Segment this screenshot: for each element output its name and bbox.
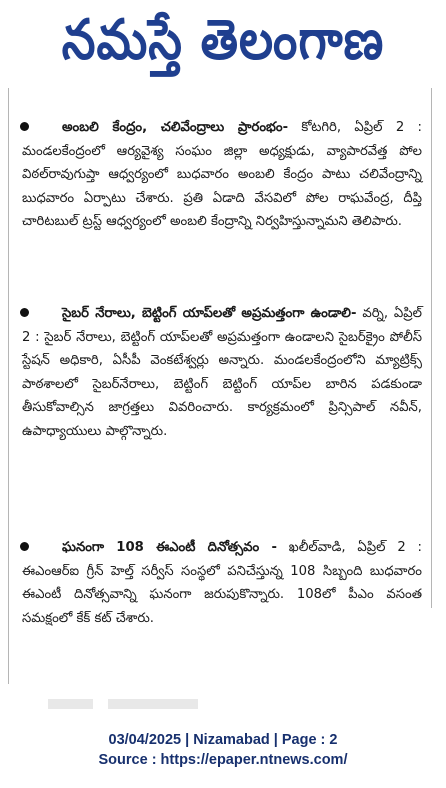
article-body: కోటగిరి, ఏప్రిల్ 2 : మండలకేంద్రంలో ఆర్యవైశ్య సంఘం జిల్లా అధ్యక్షుడు, వ్యాపారవేత్త పోల విఠల్‌రావుగుప్తా ఆధ్వర్యంలో బుధవారం అంబలి కేంద్రం పాటు చలివేంద్రాన్ని బుధవారం ఏర్పాటు చేశారు. ప్రతి ఏడాది వేసవిలో పోల రాఘవేంద్ర, దీప్తి చారిటబుల్ ట్రస్ట్ ఆధ్వర్యంలో అంబలి కేంద్రాన్ని నిర్వహిస్తున్నామని తెలిపారు.	[22, 120, 422, 229]
footer-source: Source : https://epaper.ntnews.com/	[98, 752, 348, 768]
article-headline: సైబర్ నేరాలు, బెట్టింగ్ యాప్‌లతో అప్రమత్తంగా ఉండాలి-	[62, 306, 357, 321]
article-headline: అంబలి కేంద్రం, చలివేంద్రాలు ప్రారంభం-	[62, 120, 289, 135]
bullet-icon	[20, 308, 29, 317]
article-body: ఖలీల్‌వాడి, ఏప్రిల్ 2 : ఈఎంఆర్ఐ గ్రీన్ హెల్త్ సర్వీస్ సంస్థలో పనిచేస్తున్న 108 సిబ్బంది బుధవారం ఈఎంటీ దినోత్సవాన్ని ఘనంగా జరుపుకొన్నారు. 108లో పీఎం వసంత సమక్షంలో కేక్ కట్ చేశారు.	[22, 540, 422, 626]
article-headline: ఘనంగా 108 ఈఎంటీ దినోత్సవం -	[62, 540, 277, 555]
article	[22, 116, 422, 234]
bullet-icon	[20, 542, 29, 551]
article-text	[22, 536, 422, 630]
clipping	[8, 88, 432, 688]
bullet-icon	[20, 122, 29, 131]
footer-date-edition: 03/04/2025 | Nizamabad | Page : 2	[108, 732, 338, 748]
column-rule-right	[431, 88, 432, 608]
article	[22, 536, 422, 630]
footer	[0, 730, 446, 770]
article-text	[22, 116, 422, 234]
masthead	[0, 0, 446, 80]
article	[22, 302, 422, 443]
cropped-text-fragment	[48, 699, 198, 709]
column-rule-left	[8, 88, 9, 684]
article-text	[22, 302, 422, 443]
newspaper-title: నమస్తే తెలంగాణ	[61, 7, 385, 73]
article-body: వర్ని, ఏప్రిల్ 2 : సైబర్ నేరాలు, బెట్టింగ్ యాప్‌లతో అప్రమత్తంగా ఉండాలని సైబర్‌క్రైం పోలీస్ స్టేషన్ అధికారి, ఏసీపీ వెంకటేశ్వర్లు అన్నారు. మండలకేంద్రంలోని మ్యాట్రిక్స్ పాఠశాలలో సైబర్‌నేరాలు, బెట్టింగ్ బెట్టింగ్ యాప్‌ల బారిన పడకుండా తీసుకోవాల్సిన జాగ్రత్తలు వివరించారు. కార్యక్రమంలో ప్రిన్సిపాల్ నవీన్, ఉపాధ్యాయులు పాల్గొన్నారు.	[22, 306, 422, 439]
